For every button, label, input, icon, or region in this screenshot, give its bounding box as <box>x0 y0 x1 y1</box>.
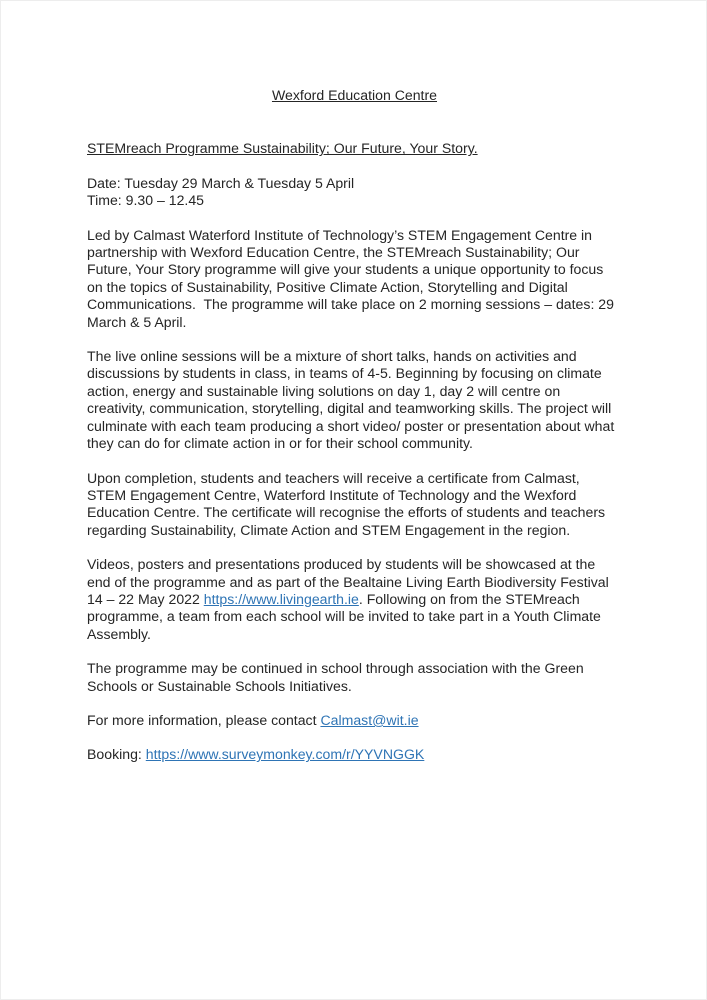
time-line: Time: 9.30 – 12.45 <box>87 192 204 209</box>
contact-line <box>87 712 622 729</box>
calmast-email-link[interactable]: Calmast@wit.ie <box>320 711 419 728</box>
booking-text-before: Booking: <box>87 746 146 763</box>
booking-line <box>87 746 622 763</box>
programme-heading: STEMreach Programme Sustainability; Our Future, Your Story. <box>87 140 478 157</box>
page-title: Wexford Education Centre <box>271 87 438 103</box>
datetime-block <box>87 175 622 210</box>
continuation-paragraph: The programme may be continued in school through association with the Green Schools or Sustainable Schools Initiatives. <box>87 660 588 694</box>
showcase-text-before: Videos, posters and presentations produced by students will be showcased at the end of the programme and as part of the Bealtaine Living Earth Biodiversity Festival 14 – 22 May 2022 <box>87 556 613 607</box>
contact-text-before: For more information, please contact <box>87 711 321 728</box>
livingearth-link[interactable]: https://www.livingearth.ie <box>203 590 359 607</box>
intro-paragraph: Led by Calmast Waterford Institute of Technology’s STEM Engagement Centre in partnership with Wexford Education Centre, the STEMreach Sustainability; Our Future, Your Story programme will give your students a unique opportunity to focus on the topics of Sustainability, Positive Climate Action, Storytelling and Digital Communications. The programme will take place on 2 morning sessions – dates: 29 March & 5 April. <box>87 226 618 330</box>
showcase-text-after: . Following on from the STEMreach programme, a team from each school will be invited to take part in a Youth Climate Assembly. <box>87 590 605 642</box>
sessions-paragraph: The live online sessions will be a mixture of short talks, hands on activities and discussions by students in class, in teams of 4-5. Beginning by focusing on climate action, energy and sustainable living solutions on day 1, day 2 will centre on creativity, communication, storytelling, digital and teamworking skills. The project will culminate with each team producing a short video/ poster or presentation about what they can do for climate action in or for their school community. <box>87 348 619 452</box>
date-line: Date: Tuesday 29 March & Tuesday 5 April <box>87 174 355 191</box>
document-content <box>1 1 706 764</box>
certificate-paragraph: Upon completion, students and teachers will receive a certificate from Calmast, STEM Engagement Centre, Waterford Institute of Technology and the Wexford Education Centre. The certificate will recognise the efforts of students and teachers regarding Sustainability, Climate Action and STEM Engagement in the region. <box>87 469 610 538</box>
surveymonkey-booking-link[interactable]: https://www.surveymonkey.com/r/YYVNGGK <box>145 746 425 763</box>
showcase-paragraph <box>87 556 622 643</box>
